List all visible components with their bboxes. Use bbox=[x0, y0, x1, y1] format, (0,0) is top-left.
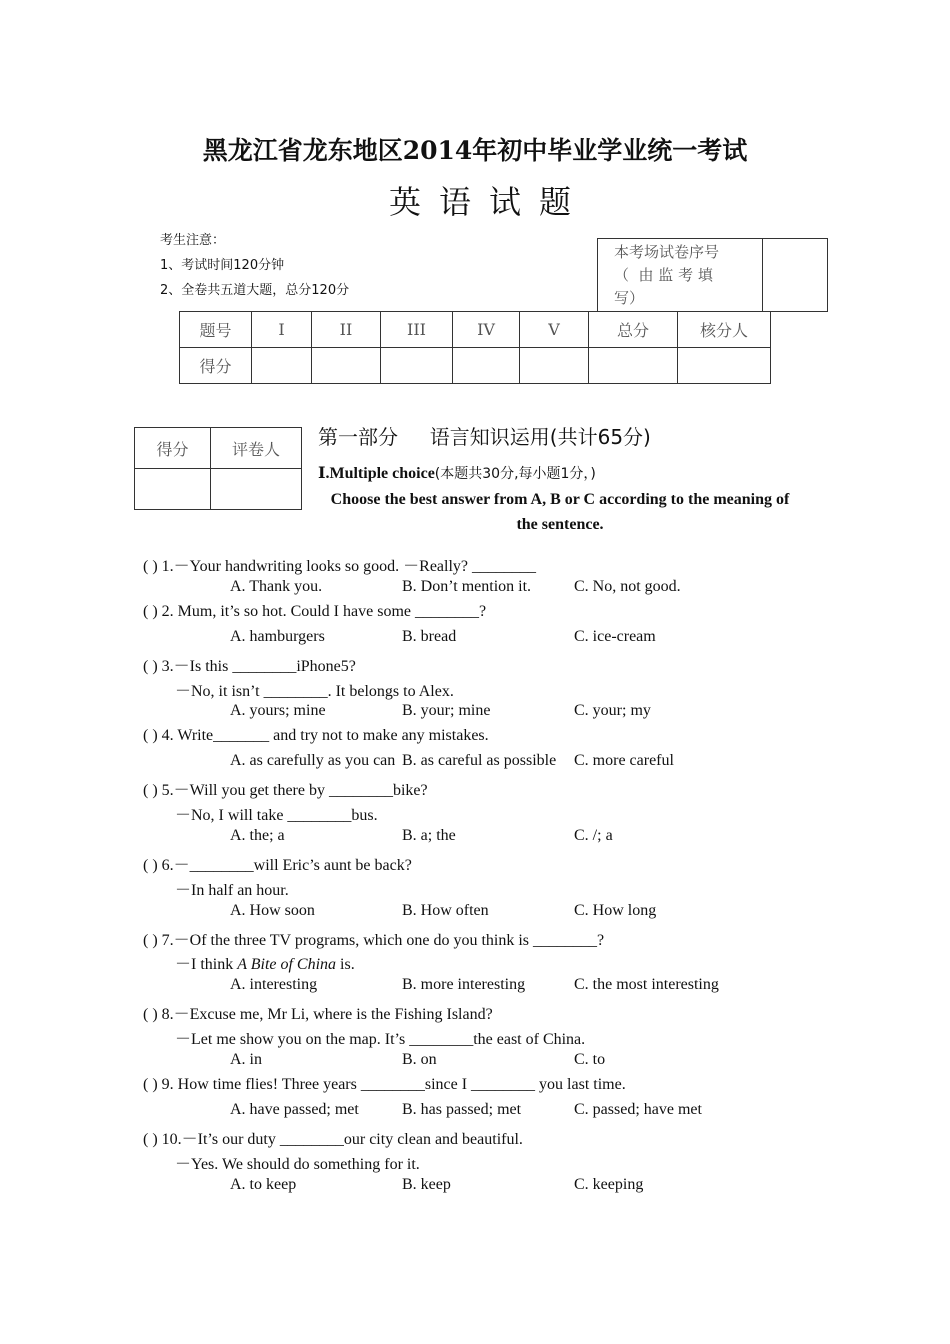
exam-title: 黑龙江省龙东地区2014年初中毕业学业统一考试 bbox=[202, 136, 748, 165]
answer-option[interactable]: A. to keep bbox=[230, 1175, 297, 1193]
score-cell[interactable] bbox=[312, 348, 381, 384]
question-line: －No, it isn’t ________. It belongs to Alex. bbox=[175, 682, 454, 700]
instruction-line-1: Choose the best answer from A, B or C according to the meaning of bbox=[330, 491, 790, 508]
score-table bbox=[179, 311, 771, 384]
answer-option[interactable]: C. /; a bbox=[574, 826, 613, 844]
answer-option[interactable]: C. passed; have met bbox=[574, 1100, 702, 1118]
score-header-cell: II bbox=[312, 312, 381, 348]
notice-item-2: 2、全卷共五道大题，总分120分 bbox=[160, 283, 350, 298]
answer-option[interactable]: C. keeping bbox=[574, 1175, 644, 1193]
score-cell[interactable] bbox=[678, 348, 771, 384]
answer-option[interactable]: A. yours; mine bbox=[230, 702, 326, 720]
answer-option[interactable]: A. the; a bbox=[230, 826, 285, 844]
notice-heading: 考生注意： bbox=[160, 233, 226, 248]
question-line: －No, I will take ________bus. bbox=[175, 807, 378, 824]
answer-option[interactable]: A. Thank you. bbox=[230, 577, 323, 595]
answer-option[interactable]: C. your; my bbox=[574, 702, 651, 720]
question-line: －In half an hour. bbox=[175, 881, 289, 899]
instruction-line-2: the sentence. bbox=[516, 516, 604, 533]
answer-option[interactable]: C. more careful bbox=[574, 752, 674, 770]
question-stem: ( ) 9. How time flies! Three years ________since I ________ you last time. bbox=[143, 1075, 626, 1093]
answer-option[interactable]: B. keep bbox=[402, 1175, 451, 1193]
notice-item-1: 1、考试时间120分钟 bbox=[160, 258, 285, 273]
answer-option[interactable]: A. as carefully as you can bbox=[230, 752, 396, 770]
seat-label-line-1: 本考场试卷序号 bbox=[614, 243, 720, 261]
seat-number-label bbox=[598, 239, 763, 312]
answer-option[interactable]: A. How soon bbox=[230, 901, 315, 919]
score-header-cell: III bbox=[381, 312, 453, 348]
question-stem: ( ) 2. Mum, it’s so hot. Could I have some ________? bbox=[143, 602, 487, 620]
question-line: －I think A Bite of China is. bbox=[175, 956, 355, 974]
answer-option[interactable]: A. in bbox=[230, 1051, 262, 1068]
question-line: －Let me show you on the map. It’s ________the east of China. bbox=[175, 1031, 586, 1049]
part1-title: 第一部分 语言知识运用(共计65分) bbox=[318, 425, 651, 449]
section1-instruction bbox=[310, 487, 810, 537]
score-cell[interactable] bbox=[520, 348, 589, 384]
score-row-label: 得分 bbox=[180, 348, 252, 384]
score-cell[interactable] bbox=[252, 348, 312, 384]
answer-option[interactable]: B. as careful as possible bbox=[402, 752, 557, 770]
answer-option[interactable]: B. bread bbox=[402, 627, 457, 645]
answer-option[interactable]: B. How often bbox=[402, 901, 489, 919]
seat-label-line-3: 写） bbox=[614, 289, 645, 307]
score-table-header-row bbox=[180, 312, 771, 348]
question-stem: ( ) 1.－Your handwriting looks so good. －Really? ________ bbox=[143, 558, 537, 575]
answer-option[interactable]: B. your; mine bbox=[402, 702, 491, 720]
grader-header-grader: 评卷人 bbox=[211, 428, 302, 469]
question-stem: ( ) 5.－Will you get there by ________bike? bbox=[143, 782, 428, 800]
score-table-score-row bbox=[180, 348, 771, 384]
answer-option[interactable]: C. to bbox=[574, 1051, 606, 1068]
score-header-cell: 核分人 bbox=[678, 312, 771, 348]
score-cell[interactable] bbox=[589, 348, 678, 384]
question-stem: ( ) 7.－Of the three TV programs, which one do you think is ________? bbox=[143, 931, 605, 949]
answer-option[interactable]: B. has passed; met bbox=[402, 1100, 522, 1118]
answer-option[interactable]: C. ice-cream bbox=[574, 627, 656, 645]
score-header-cell: IV bbox=[453, 312, 520, 348]
score-cell[interactable] bbox=[381, 348, 453, 384]
score-header-cell: 题号 bbox=[180, 312, 252, 348]
section1-label: Ⅰ.Multiple choice bbox=[318, 465, 435, 482]
grader-score-cell[interactable] bbox=[135, 469, 211, 510]
score-header-cell: 总分 bbox=[589, 312, 678, 348]
grader-table bbox=[134, 427, 302, 510]
answer-option[interactable]: B. Don’t mention it. bbox=[402, 577, 532, 595]
grader-name-cell[interactable] bbox=[211, 469, 302, 510]
answer-option[interactable]: A. interesting bbox=[230, 976, 318, 994]
question-stem: ( ) 4. Write_______ and try not to make any mistakes. bbox=[143, 727, 489, 745]
score-cell[interactable] bbox=[453, 348, 520, 384]
answer-option[interactable]: C. the most interesting bbox=[574, 976, 719, 994]
exam-subtitle: 英语试题 bbox=[388, 183, 589, 221]
answer-option[interactable]: A. hamburgers bbox=[230, 627, 325, 645]
question-line: －Yes. We should do something for it. bbox=[175, 1155, 420, 1173]
seat-label-line-2: （ 由 监 考 填 bbox=[614, 266, 713, 284]
question-stem: ( ) 3.－Is this ________iPhone5? bbox=[143, 657, 356, 675]
score-header-cell: V bbox=[520, 312, 589, 348]
section1-note: (本题共30分,每小题1分，) bbox=[434, 466, 596, 482]
answer-option[interactable]: A. have passed; met bbox=[230, 1100, 359, 1118]
answer-option[interactable]: C. No, not good. bbox=[574, 577, 681, 595]
seat-number-blank[interactable] bbox=[763, 239, 828, 312]
seat-number-box bbox=[597, 238, 828, 312]
section1-heading bbox=[318, 463, 596, 483]
answer-option[interactable]: B. on bbox=[402, 1051, 437, 1068]
grader-header-score: 得分 bbox=[135, 428, 211, 469]
question-stem: ( ) 6.－________will Eric’s aunt be back? bbox=[143, 856, 412, 874]
answer-option[interactable]: C. How long bbox=[574, 901, 657, 919]
question-stem: ( ) 8.－Excuse me, Mr Li, where is the Fishing Island? bbox=[143, 1006, 493, 1024]
score-header-cell: I bbox=[252, 312, 312, 348]
answer-option[interactable]: B. a; the bbox=[402, 826, 456, 844]
answer-option[interactable]: B. more interesting bbox=[402, 976, 526, 994]
question-stem: ( ) 10.－It’s our duty ________our city clean and beautiful. bbox=[143, 1130, 523, 1148]
